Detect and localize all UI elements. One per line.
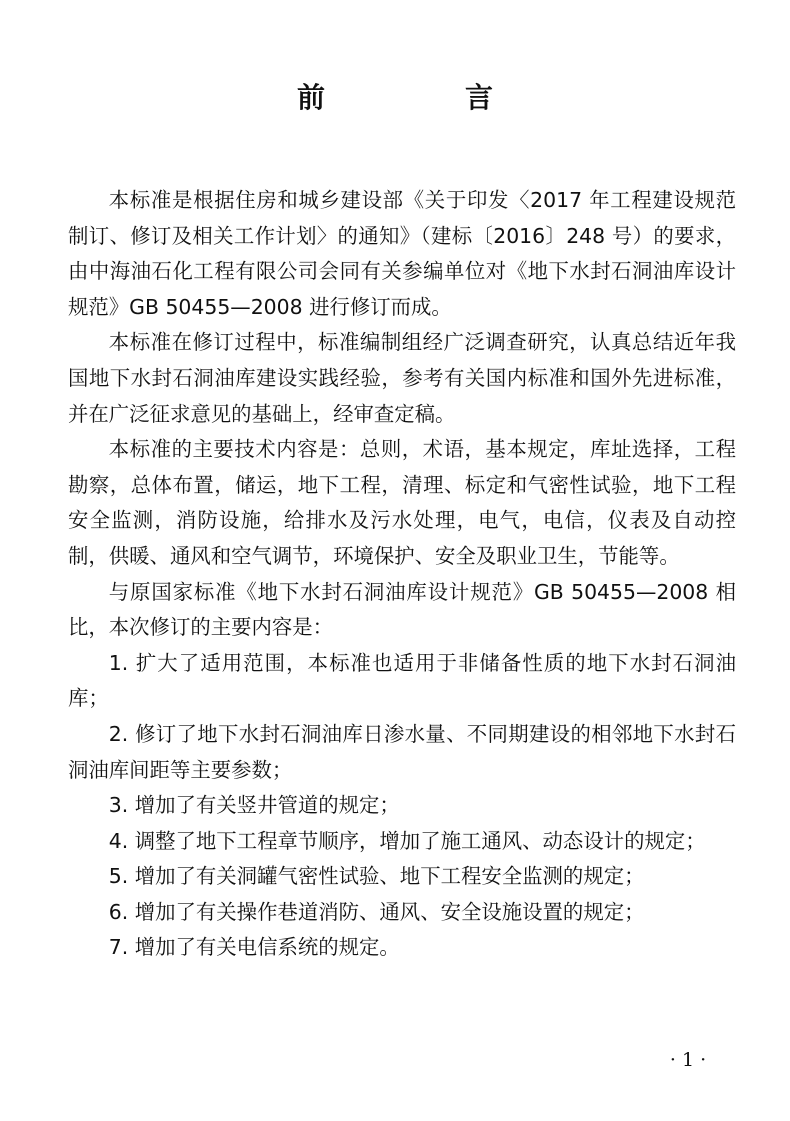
page-number: · 1 · bbox=[669, 1049, 707, 1071]
revision-item-7: 7. 增加了有关电信系统的规定。 bbox=[108, 935, 400, 960]
paragraph-background: 本标准是根据住房和城乡建设部《关于印发〈2017 年工程建设规范制订、修订及相关工作计划〉的通知》（建标〔2016〕248 号）的要求，由中海油石化工程有限公司会同有关参编单位对《地下水封石洞油库设计规范》GB 50455—2008 进行修订而成。 bbox=[68, 188, 736, 319]
page-title: 前 言 bbox=[296, 81, 549, 114]
foreword-body bbox=[68, 183, 736, 966]
revision-item-5: 5. 增加了有关洞罐气密性试验、地下工程安全监测的规定； bbox=[108, 864, 645, 889]
paragraph-main-content: 本标准的主要技术内容是：总则，术语，基本规定，库址选择，工程勘察，总体布置，储运，地下工程，清理、标定和气密性试验，地下工程安全监测，消防设施，给排水及污水处理，电气，电信，仪表及自动控制，供暖、通风和空气调节，环境保护、安全及职业卫生，节能等。 bbox=[68, 437, 736, 568]
paragraph-comparison-intro: 与原国家标准《地下水封石洞油库设计规范》GB 50455—2008 相比，本次修订的主要内容是： bbox=[68, 579, 736, 640]
revision-item-6: 6. 增加了有关操作巷道消防、通风、安全设施设置的规定； bbox=[108, 899, 645, 924]
revision-item-2: 2. 修订了地下水封石洞油库日渗水量、不同期建设的相邻地下水封石洞油库间距等主要参数； bbox=[68, 721, 736, 782]
revision-item-1: 1. 扩大了适用范围，本标准也适用于非储备性质的地下水封石洞油库； bbox=[68, 650, 736, 711]
paragraph-revision-process: 本标准在修订过程中，标准编制组经广泛调查研究，认真总结近年我国地下水封石洞油库建设实践经验，参考有关国内标准和国外先进标准，并在广泛征求意见的基础上，经审查定稿。 bbox=[68, 330, 736, 426]
revision-item-4: 4. 调整了地下工程章节顺序，增加了施工通风、动态设计的规定； bbox=[108, 828, 706, 853]
revision-item-3: 3. 增加了有关竖井管道的规定； bbox=[108, 793, 400, 818]
